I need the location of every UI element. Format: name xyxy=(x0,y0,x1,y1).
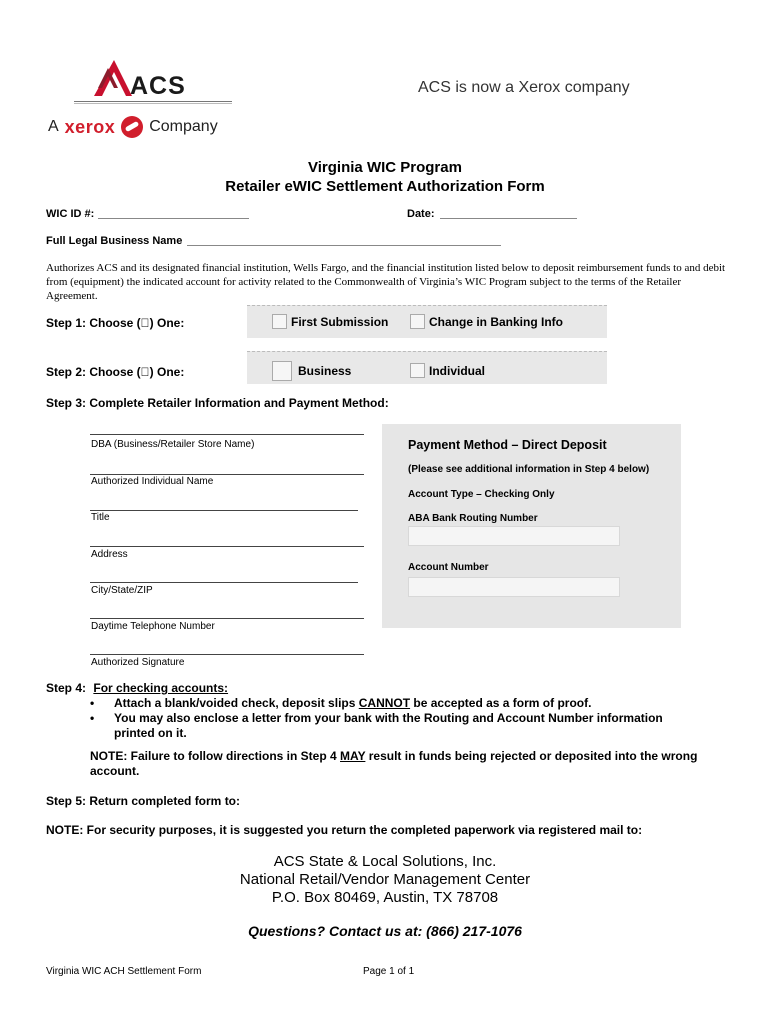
authorization-text: Authorizes ACS and its designated financial institution, Wells Fargo, and the financial institution listed below to deposit reimbursement funds to and debit from (equipment) the indicated account for activity related to the Commonwealth of Virginia’s WIC Program subject to the terms of the Retailer Agreement. xyxy=(46,262,726,302)
acs-logo-rule xyxy=(74,101,232,104)
xerox-suffix: Company xyxy=(149,118,218,135)
payment-note: (Please see additional information in Step 4 below) xyxy=(408,464,650,475)
bullet-icon: • xyxy=(90,711,95,725)
change-banking-checkbox[interactable] xyxy=(410,314,425,329)
business-name-label: Full Legal Business Name xyxy=(46,235,183,247)
security-note: NOTE: For security purposes, it is suggested you return the completed paperwork via registered mail to: xyxy=(46,823,643,837)
list-item xyxy=(90,696,710,711)
account-number-input[interactable] xyxy=(408,577,620,597)
xerox-sphere-icon xyxy=(121,116,143,138)
account-type: Account Type – Checking Only xyxy=(408,489,555,500)
payment-method-title: Payment Method – Direct Deposit xyxy=(408,438,607,452)
step4-label: Step 4: xyxy=(46,681,87,695)
step4-note-post: result in funds being rejected or deposited into the wrong account. xyxy=(90,749,698,778)
dba-field[interactable] xyxy=(90,434,364,435)
business-checkbox[interactable] xyxy=(272,361,292,381)
first-submission-checkbox[interactable] xyxy=(272,314,287,329)
title-label: Title xyxy=(91,512,110,523)
step4-bullets xyxy=(90,696,710,741)
routing-number-input[interactable] xyxy=(408,526,620,546)
individual-option[interactable] xyxy=(410,363,485,378)
city-state-zip-field[interactable] xyxy=(90,582,358,583)
city-state-zip-label: City/State/ZIP xyxy=(91,585,153,596)
xerox-wordmark: xerox xyxy=(64,116,116,137)
address-field[interactable] xyxy=(90,546,364,547)
wic-id-field[interactable] xyxy=(98,207,249,219)
step2-label: Step 2: Choose ( ) One: xyxy=(46,365,185,379)
business-name-field[interactable] xyxy=(187,234,501,246)
signature-field[interactable] xyxy=(90,654,364,655)
bullet1-text-pre: Attach a blank/voided check, deposit slips xyxy=(114,696,356,710)
step4-note-emphasis: MAY xyxy=(340,749,366,763)
address-line2: National Retail/Vendor Management Center xyxy=(239,871,531,888)
bullet-icon: • xyxy=(90,696,95,710)
date-field[interactable] xyxy=(440,207,577,219)
telephone-field[interactable] xyxy=(90,618,364,619)
form-title-line2: Retailer eWIC Settlement Authorization Form xyxy=(225,178,545,195)
step1-label: Step 1: Choose ( ) One: xyxy=(46,316,185,330)
contact-questions: Questions? Contact us at: (866) 217-1076 xyxy=(248,923,522,939)
step4-heading xyxy=(46,681,228,696)
acs-logo-text: ACS xyxy=(130,72,186,100)
routing-number-label: ABA Bank Routing Number xyxy=(408,513,538,524)
step3-label: Step 3: Complete Retailer Information and Payment Method: xyxy=(46,396,389,410)
change-banking-label: Change in Banking Info xyxy=(429,314,563,329)
business-label: Business xyxy=(298,364,352,378)
address-label: Address xyxy=(91,549,128,560)
individual-checkbox[interactable] xyxy=(410,363,425,378)
business-option[interactable] xyxy=(272,361,351,381)
step5-label: Step 5: Return completed form to: xyxy=(46,794,241,808)
step4-note-pre: NOTE: Failure to follow directions in Step 4 xyxy=(90,749,337,763)
bullet1-emphasis: CANNOT xyxy=(358,696,411,710)
address-line3: P.O. Box 80469, Austin, TX 78708 xyxy=(271,889,499,906)
xerox-company-logo xyxy=(48,116,218,138)
address-line1: ACS State & Local Solutions, Inc. xyxy=(273,853,497,870)
account-number-label: Account Number xyxy=(408,562,489,573)
form-title-line1: Virginia WIC Program xyxy=(308,159,462,176)
step4-subheading: For checking accounts: xyxy=(93,681,229,695)
header-tagline: ACS is now a Xerox company xyxy=(418,79,630,96)
wic-id-label: WIC ID #: xyxy=(46,208,95,220)
authorized-name-label: Authorized Individual Name xyxy=(91,476,214,487)
step4-note xyxy=(90,749,700,779)
list-item xyxy=(90,711,710,741)
first-submission-option[interactable] xyxy=(272,314,388,329)
bullet2-text: You may also enclose a letter from your bank with the Routing and Account Number information printed on it. xyxy=(114,711,663,740)
bullet1-text-post: be accepted as a form of proof. xyxy=(413,696,592,710)
telephone-label: Daytime Telephone Number xyxy=(91,621,215,632)
footer-page-number: Page 1 of 1 xyxy=(363,966,415,977)
footer-form-name: Virginia WIC ACH Settlement Form xyxy=(46,966,202,977)
change-banking-option[interactable] xyxy=(410,314,563,329)
date-label: Date: xyxy=(407,208,435,220)
first-submission-label: First Submission xyxy=(291,314,389,329)
title-field[interactable] xyxy=(90,510,358,511)
signature-label: Authorized Signature xyxy=(91,657,185,668)
dba-label: DBA (Business/Retailer Store Name) xyxy=(91,439,255,450)
xerox-prefix: A xyxy=(48,118,59,135)
authorized-name-field[interactable] xyxy=(90,474,364,475)
individual-label: Individual xyxy=(429,363,486,378)
